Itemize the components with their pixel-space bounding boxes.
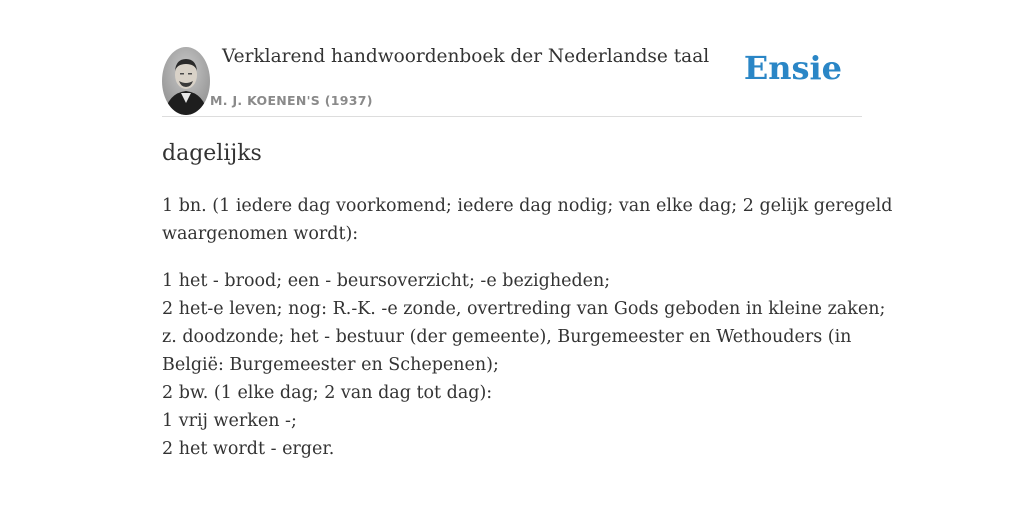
entry-definition: [162, 192, 893, 248]
entry-examples: [162, 267, 886, 463]
dictionary-entry: [162, 137, 893, 463]
example-line: z. doodzonde; het - bestuur (der gemeente), Burgemeester en Wethouders (in: [162, 327, 852, 347]
ensie-logo-link[interactable]: Ensie: [743, 49, 842, 87]
example-line: 2 het-e leven; nog: R.-K. -e zonde, overtreding van Gods geboden in kleine zaken;: [162, 299, 886, 319]
dictionary-header: [162, 40, 862, 117]
author-label: M. J. KOENEN'S (1937): [210, 93, 373, 108]
example-line: België: Burgemeester en Schepenen);: [162, 355, 499, 375]
example-line: 2 het wordt - erger.: [162, 439, 335, 459]
entry-headword: dagelijks: [162, 141, 262, 166]
definition-line: waargenomen wordt):: [162, 224, 359, 244]
author-portrait: [162, 47, 210, 115]
definition-line: 1 bn. (1 iedere dag voorkomend; iedere dag nodig; van elke dag; 2 gelijk geregeld: [162, 196, 893, 216]
example-line: 1 het - brood; een - beursoverzicht; -e bezigheden;: [162, 271, 611, 291]
book-title: Verklarend handwoordenboek der Nederlandse taal: [222, 46, 710, 67]
example-line: 2 bw. (1 elke dag; 2 van dag tot dag):: [162, 383, 493, 403]
example-line: 1 vrij werken -;: [162, 411, 297, 431]
